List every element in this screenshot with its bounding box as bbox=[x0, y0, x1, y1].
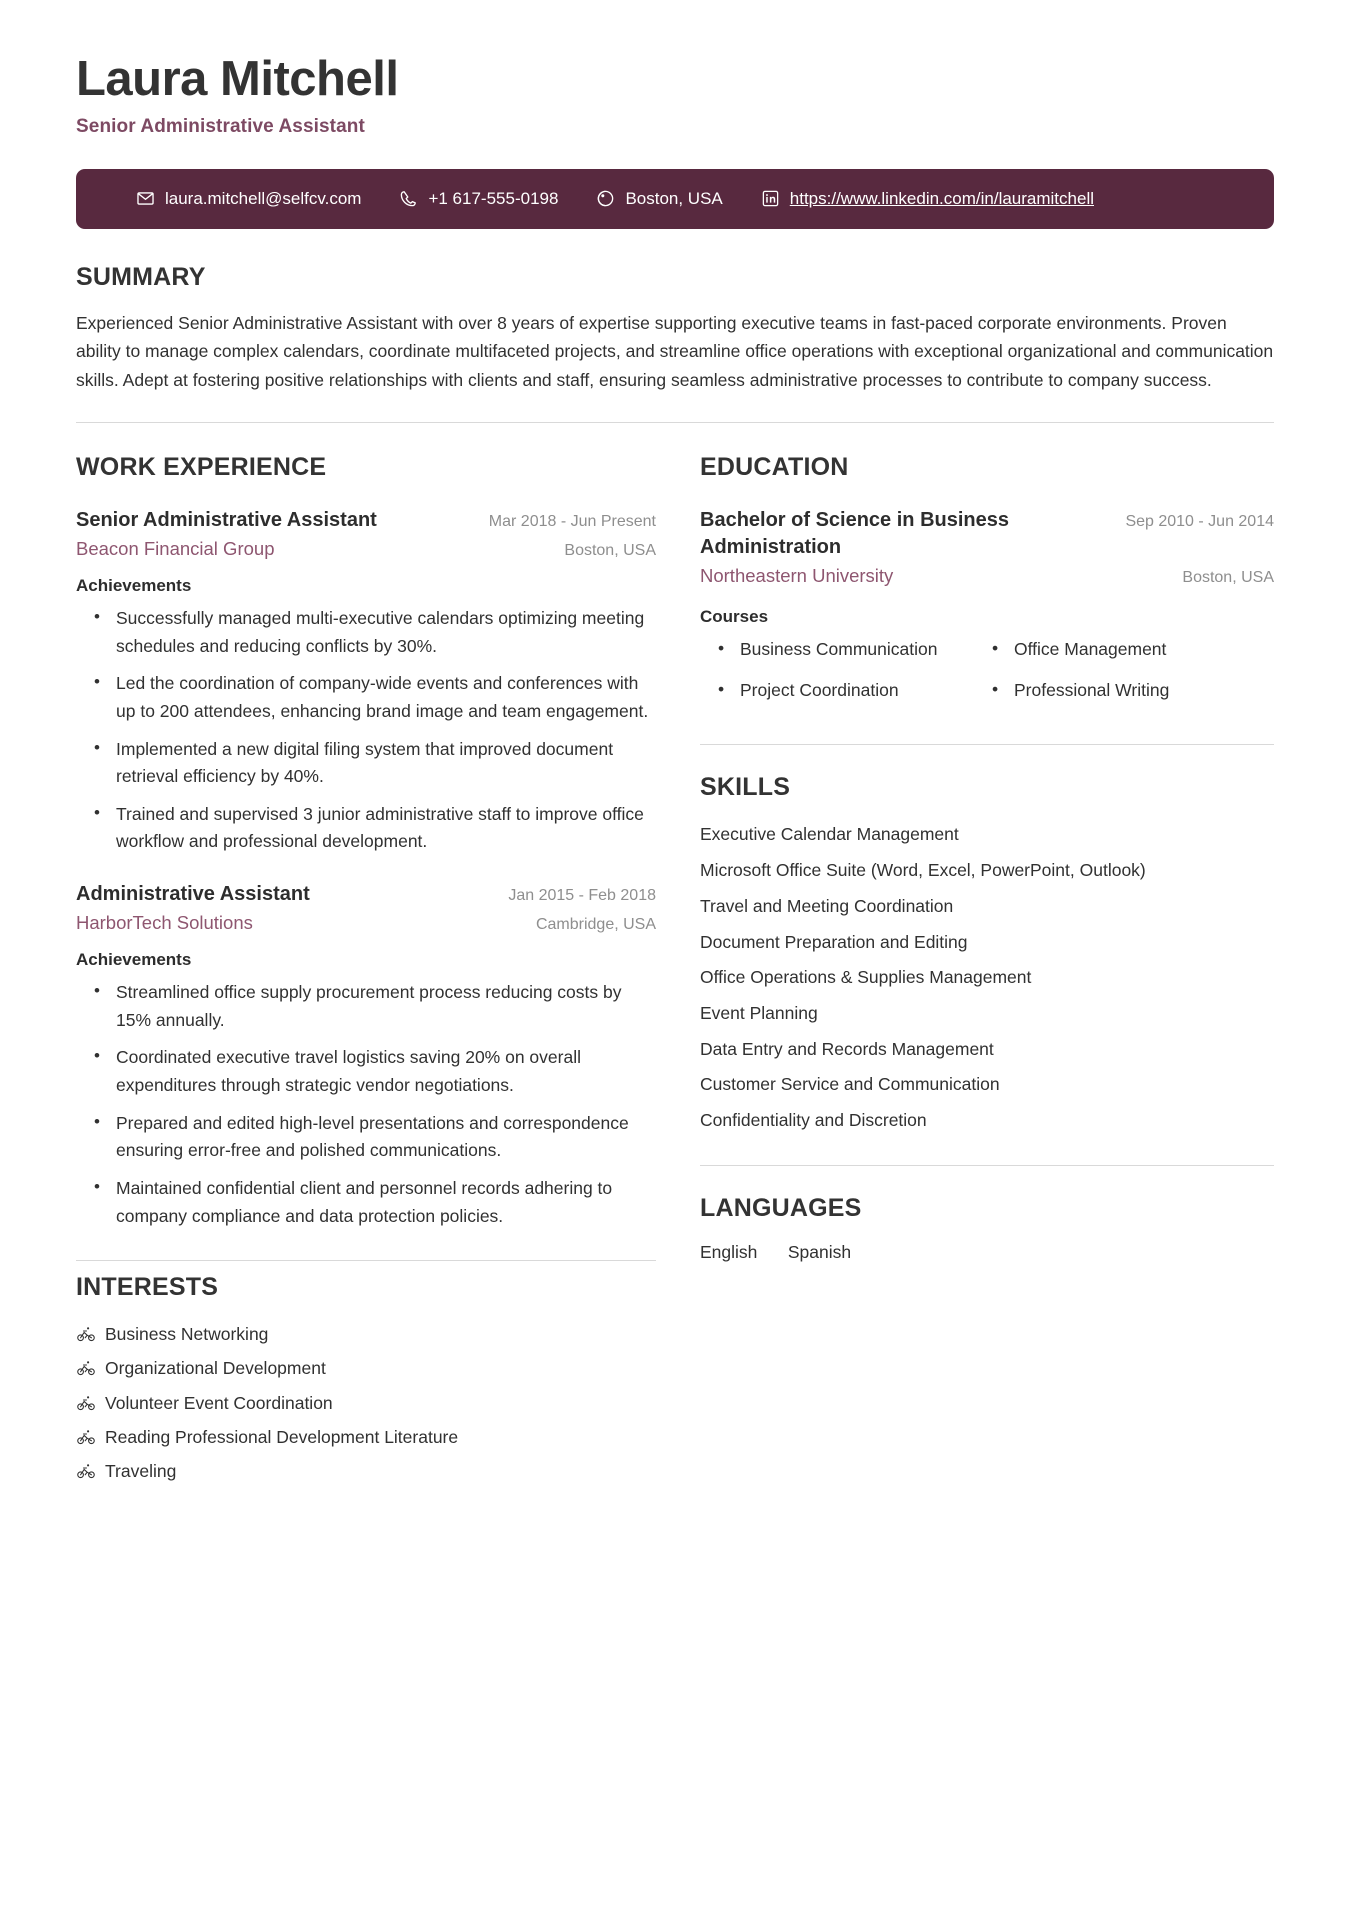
resume-header bbox=[0, 0, 1350, 229]
work-entry-org-row bbox=[76, 536, 656, 563]
work-entry bbox=[76, 507, 656, 856]
interests-heading: INTERESTS bbox=[76, 1273, 219, 1302]
contact-email-text: laura.mitchell@selfcv.com bbox=[165, 188, 362, 208]
work-location: Cambridge, USA bbox=[535, 916, 656, 934]
interest-item bbox=[76, 1351, 326, 1385]
interest-label: Volunteer Event Coordination bbox=[105, 1392, 333, 1413]
interest-item bbox=[76, 1454, 176, 1488]
resume-content bbox=[0, 229, 1350, 1488]
work-entry-title-row bbox=[76, 881, 656, 908]
interest-label: Reading Professional Development Literature bbox=[105, 1426, 459, 1447]
work-dates: Mar 2018 - Jun Present bbox=[488, 513, 656, 530]
interest-item bbox=[76, 1386, 333, 1420]
contact-linkedin-text[interactable]: https://www.linkedin.com/in/lauramitchell bbox=[789, 188, 1094, 208]
courses-list bbox=[700, 636, 1274, 718]
summary-heading: SUMMARY bbox=[76, 262, 206, 291]
courses-label: Courses bbox=[700, 607, 769, 627]
education-title-row bbox=[700, 507, 1274, 561]
course-item: • Project Coordination bbox=[740, 677, 1000, 704]
section-summary bbox=[76, 229, 1274, 394]
achievement-item: • Trained and supervised 3 junior administrative staff to improve office workflow and professional development. bbox=[116, 801, 656, 856]
work-experience-heading: WORK EXPERIENCE bbox=[76, 453, 327, 481]
divider-interests bbox=[76, 1260, 656, 1261]
section-languages bbox=[700, 1194, 1274, 1266]
left-column bbox=[76, 453, 656, 1488]
work-position: Senior Administrative Assistant bbox=[76, 509, 377, 531]
globe-icon bbox=[596, 189, 615, 208]
education-heading: EDUCATION bbox=[700, 453, 849, 481]
section-work-experience bbox=[76, 453, 656, 1230]
contact-location-text: Boston, USA bbox=[625, 188, 723, 208]
education-entry bbox=[700, 507, 1274, 718]
language-item: English bbox=[700, 1241, 758, 1262]
skill-item: Data Entry and Records Management bbox=[700, 1038, 994, 1059]
section-education bbox=[700, 453, 1274, 718]
achievement-item: • Successfully managed multi-executive calendars optimizing meeting schedules and reducing conflicts by 30%. bbox=[116, 605, 656, 660]
contact-phone-text: +1 617-555-0198 bbox=[428, 188, 559, 208]
course-item: • Business Communication bbox=[740, 636, 1000, 663]
work-entry-org-row bbox=[76, 910, 656, 937]
skill-item: Office Operations & Supplies Management bbox=[700, 967, 1032, 988]
skill-item: Customer Service and Communication bbox=[700, 1074, 1000, 1095]
achievement-item: • Led the coordination of company-wide events and conferences with up to 200 attendees, enhancing brand image and team engagement. bbox=[116, 670, 656, 725]
envelope-icon bbox=[136, 189, 155, 208]
work-entry-title-row bbox=[76, 507, 656, 534]
bicycle-icon bbox=[76, 1461, 96, 1481]
right-column bbox=[700, 453, 1274, 1266]
work-dates: Jan 2015 - Feb 2018 bbox=[508, 887, 656, 905]
interest-item bbox=[76, 1420, 458, 1454]
language-item: Spanish bbox=[787, 1241, 852, 1262]
contact-email[interactable] bbox=[136, 188, 361, 210]
skill-item: Document Preparation and Editing bbox=[700, 931, 968, 952]
languages-heading: LANGUAGES bbox=[700, 1193, 862, 1222]
skill-item: Event Planning bbox=[700, 1002, 818, 1023]
skill-item: Executive Calendar Management bbox=[700, 824, 959, 845]
header-job-title: Senior Administrative Assistant bbox=[76, 115, 365, 137]
bicycle-icon bbox=[76, 1358, 96, 1378]
section-interests bbox=[76, 1273, 656, 1488]
work-company: HarborTech Solutions bbox=[76, 912, 253, 934]
skill-item: Microsoft Office Suite (Word, Excel, PowerPoint, Outlook) bbox=[700, 860, 1146, 881]
work-entry bbox=[76, 881, 656, 1230]
interest-item bbox=[76, 1317, 268, 1351]
education-org-row bbox=[700, 563, 1274, 590]
languages-list bbox=[700, 1238, 1274, 1266]
divider-skills bbox=[700, 744, 1274, 745]
bicycle-icon bbox=[76, 1324, 96, 1344]
interests-list bbox=[76, 1317, 656, 1488]
achievements-label: Achievements bbox=[76, 950, 192, 970]
contact-location bbox=[596, 188, 722, 210]
skill-item: Travel and Meeting Coordination bbox=[700, 895, 954, 916]
interest-label: Organizational Development bbox=[105, 1358, 326, 1379]
education-school: Northeastern University bbox=[700, 565, 894, 587]
achievement-item: • Implemented a new digital filing system that improved document retrieval efficiency by 40%. bbox=[116, 736, 656, 791]
section-skills bbox=[700, 773, 1274, 1138]
phone-icon bbox=[399, 189, 418, 208]
course-item: • Office Management bbox=[1014, 636, 1274, 663]
achievements-list bbox=[76, 605, 656, 856]
education-location: Boston, USA bbox=[1182, 569, 1274, 587]
education-degree: Bachelor of Science in Business Administration bbox=[700, 509, 1009, 559]
interest-label: Traveling bbox=[105, 1460, 177, 1481]
skills-heading: SKILLS bbox=[700, 773, 791, 802]
course-item: • Professional Writing bbox=[1014, 677, 1274, 704]
contact-bar bbox=[76, 169, 1274, 229]
achievement-item: • Maintained confidential client and personnel records adhering to company compliance and data protection policies. bbox=[116, 1175, 656, 1230]
achievement-item: • Prepared and edited high-level presentations and correspondence ensuring error-free and polished communications. bbox=[116, 1110, 656, 1165]
divider-languages bbox=[700, 1165, 1274, 1166]
achievement-item: • Streamlined office supply procurement process reducing costs by 15% annually. bbox=[116, 979, 656, 1034]
work-position: Administrative Assistant bbox=[76, 883, 310, 906]
achievements-label: Achievements bbox=[76, 576, 192, 595]
achievement-item: • Coordinated executive travel logistics saving 20% on overall expenditures through strategic vendor negotiations. bbox=[116, 1044, 656, 1099]
contact-phone[interactable] bbox=[399, 188, 558, 210]
education-dates: Sep 2010 - Jun 2014 bbox=[1125, 513, 1274, 530]
page-title: Laura Mitchell bbox=[76, 52, 399, 106]
skill-item: Confidentiality and Discretion bbox=[700, 1109, 927, 1130]
two-column-layout bbox=[76, 423, 1274, 1488]
interest-label: Business Networking bbox=[105, 1324, 269, 1345]
work-company: Beacon Financial Group bbox=[76, 538, 275, 560]
work-location: Boston, USA bbox=[564, 542, 656, 560]
contact-linkedin[interactable] bbox=[761, 188, 1094, 210]
achievements-list bbox=[76, 979, 656, 1230]
linkedin-icon bbox=[761, 189, 780, 208]
skills-list bbox=[700, 817, 1274, 1138]
summary-text: Experienced Senior Administrative Assistant with over 8 years of expertise supporting executive teams in fast-paced corporate environments. Proven ability to manage complex calendars, coordinate multifaceted projects, and streamline office operations with exceptional organizational and communication skills. Adept at fostering positive relationships with clients and staff, ensuring seamless administrative processes to contribute to company success. bbox=[76, 312, 1274, 390]
bicycle-icon bbox=[76, 1427, 96, 1447]
bicycle-icon bbox=[76, 1393, 96, 1413]
